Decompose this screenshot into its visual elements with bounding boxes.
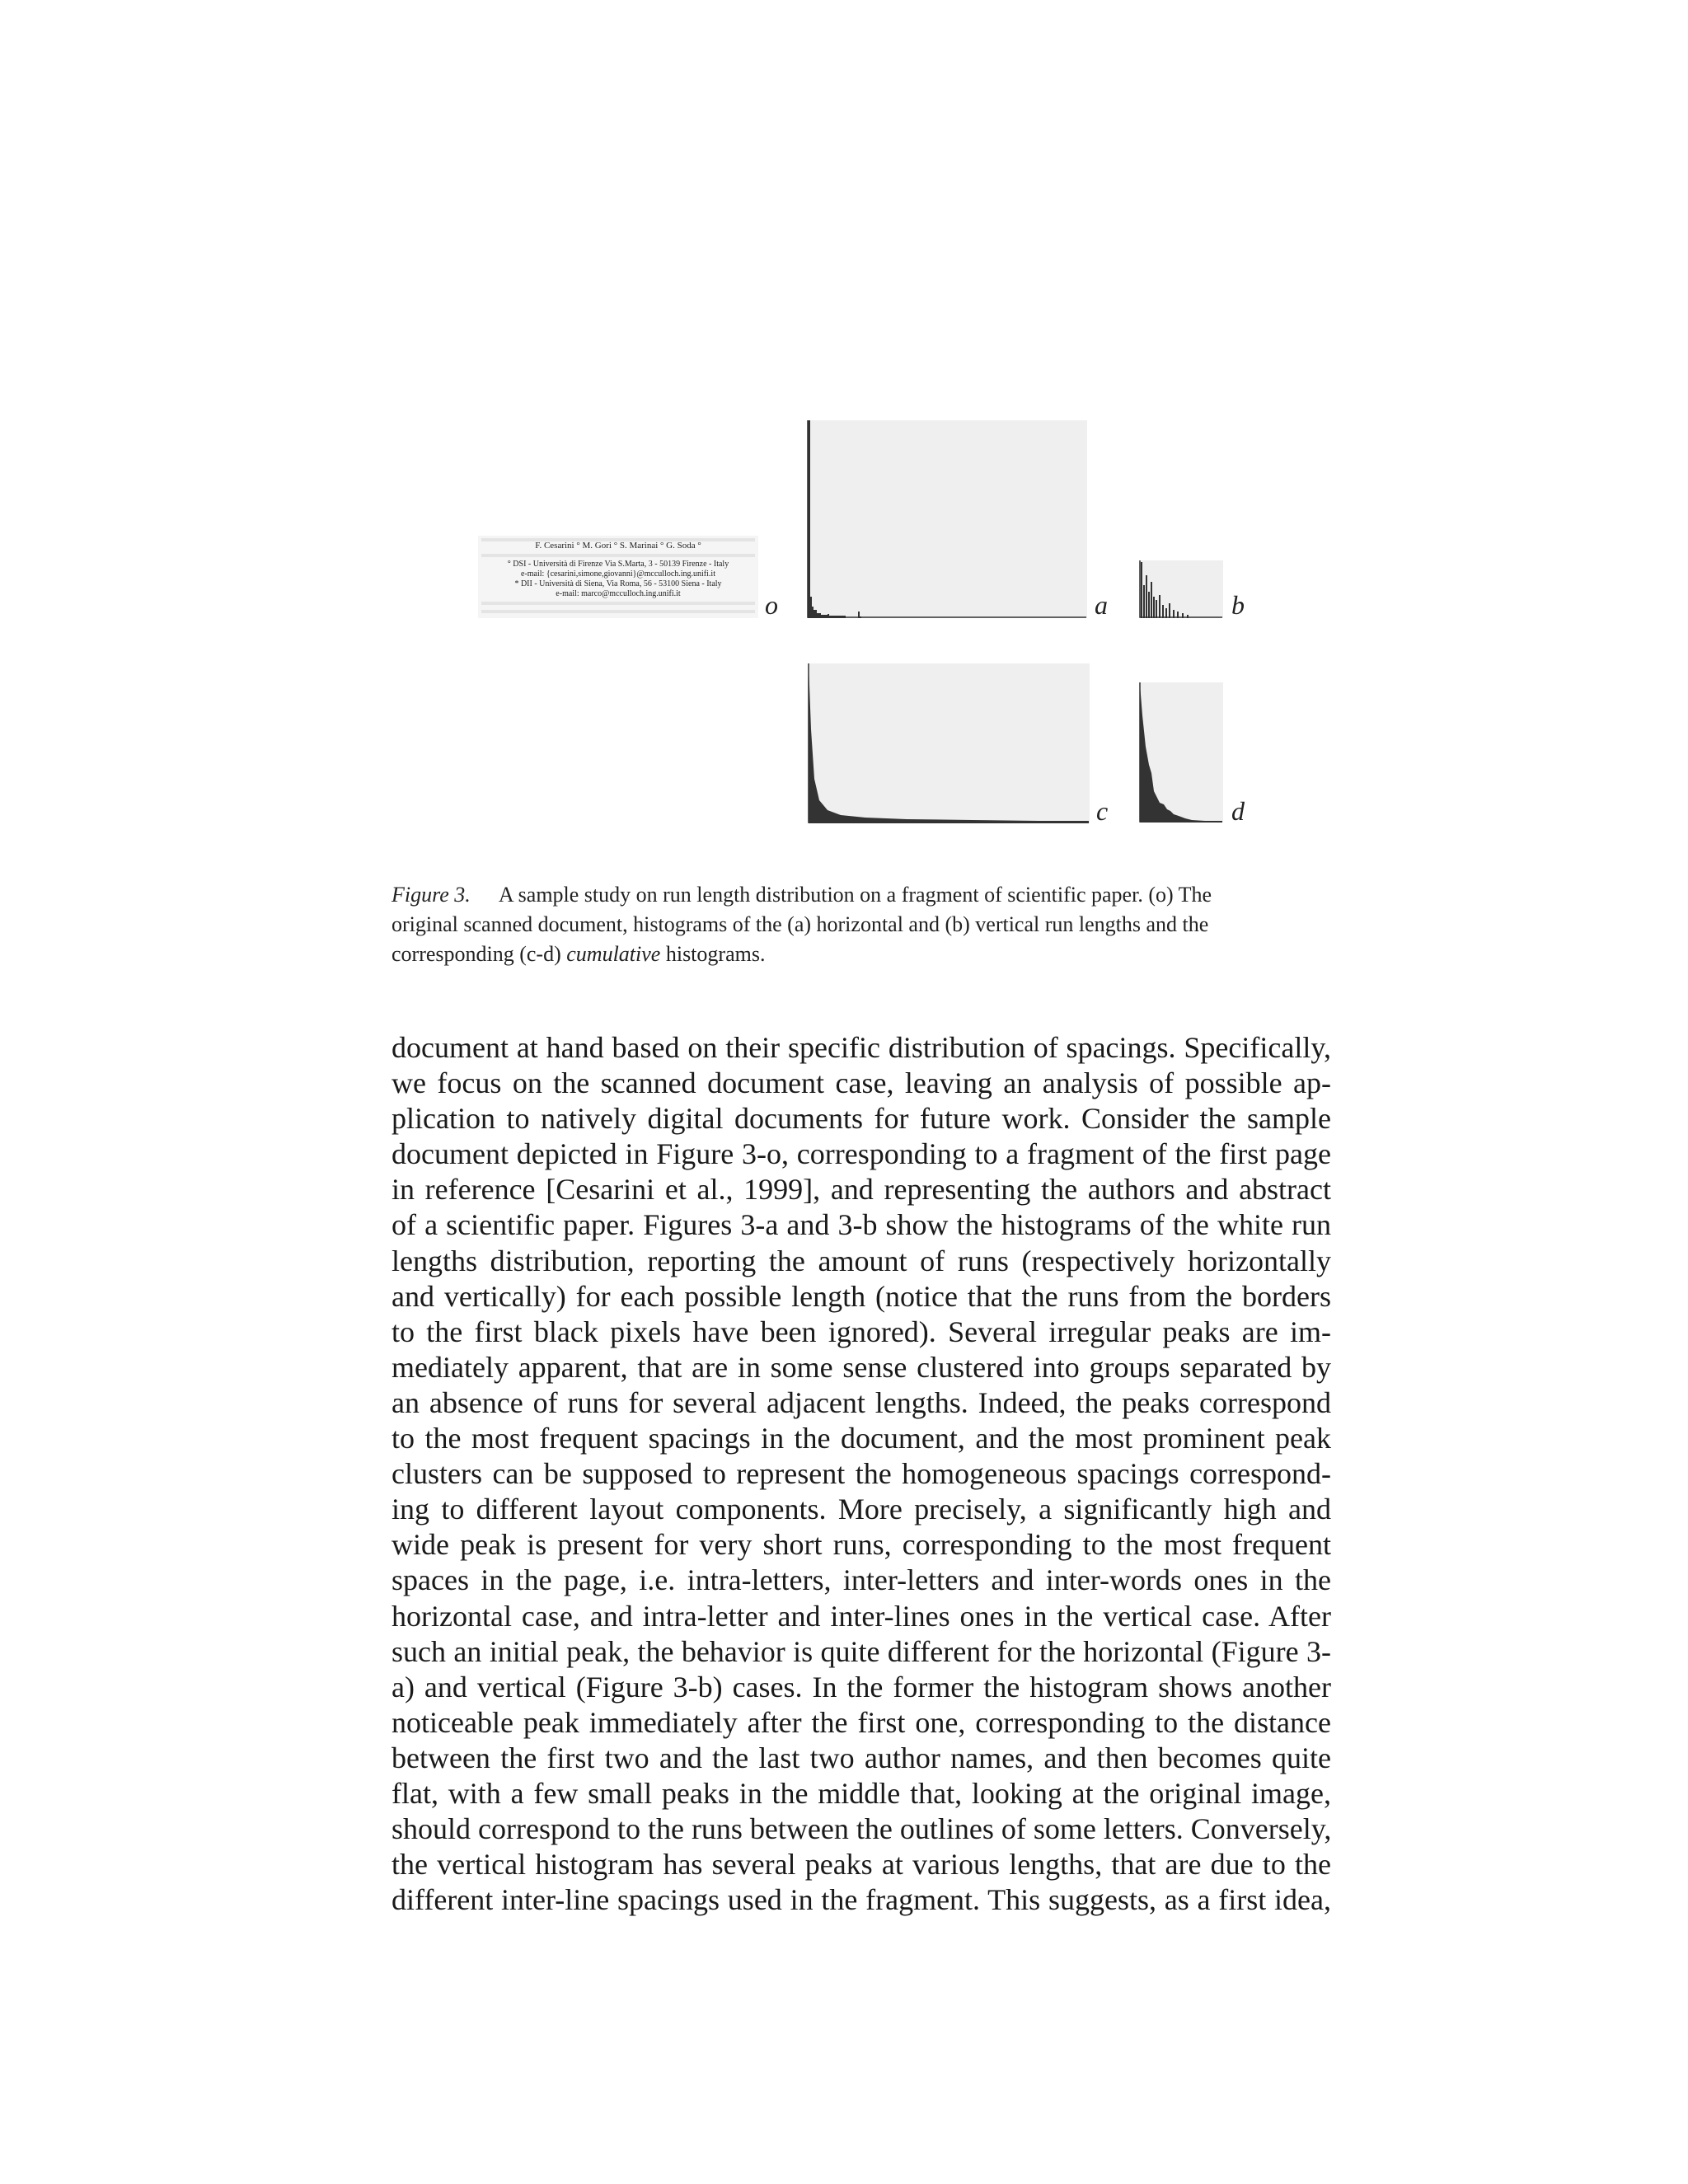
faded-text-line (481, 610, 755, 613)
faded-text-line (481, 554, 755, 557)
text-line: such an initial peak, the behavior is quite different for the horizontal (Figure 3- (392, 1634, 1331, 1668)
caption-text: corresponding (c-d) (392, 942, 567, 966)
caption-emphasis: cumulative (566, 942, 661, 966)
body-paragraph (392, 1030, 1331, 1918)
text-line: different inter-line spacings used in the fragment. This suggests, as a first idea, (392, 1883, 1331, 1917)
text-line: an absence of runs for several adjacent lengths. Indeed, the peaks correspond (392, 1385, 1331, 1419)
fragment-authors: F. Cesarini ° M. Gori ° S. Marinai ° G. Soda ° (535, 541, 701, 551)
histogram-bar (1162, 605, 1164, 618)
text-line: horizontal case, and intra-letter and inter-lines ones in the vertical case. After (392, 1599, 1331, 1633)
fragment-email-2: e-mail: marco@mcculloch.ing.unifi.it (556, 589, 681, 598)
text-line: of a scientific paper. Figures 3-a and 3-b show the histograms of the white run (392, 1208, 1331, 1242)
histogram-bar (812, 607, 814, 618)
caption-line (392, 880, 1331, 910)
caption-line: original scanned document, histograms of the (a) horizontal and (b) vertical run lengths and the (392, 912, 1209, 936)
histogram-bar (1159, 595, 1160, 618)
histogram-bar (1148, 592, 1150, 618)
text-line: clusters can be supposed to represent the homogeneous spacings correspond- (392, 1457, 1331, 1491)
histogram-bar (1143, 585, 1145, 618)
fragment-affiliation-2: * DII - Università di Siena, Via Roma, 56 - 53100 Siena - Italy (514, 579, 722, 588)
histogram-bar (810, 597, 812, 618)
histogram-bar (1151, 582, 1152, 618)
fragment-email-1: e-mail: {cesarini,simone,giovanni}@mcculloch.ing.unifi.it (521, 569, 715, 579)
panel-label-b: b (1231, 590, 1245, 620)
text-line: document depicted in Figure 3-o, corresponding to a fragment of the first page (392, 1137, 1331, 1171)
faded-text-line (481, 602, 755, 605)
text-line: to the most frequent spacings in the document, and the most prominent peak (392, 1422, 1331, 1455)
text-line: wide peak is present for very short runs, corresponding to the most frequent (392, 1528, 1331, 1562)
fragment-affiliation-1: ° DSI - Università di Firenze Via S.Marta, 3 - 50139 Firenze - Italy (507, 560, 729, 569)
figure-caption (392, 880, 1331, 969)
text-line: noticeable peak immediately after the first one, corresponding to the distance (392, 1705, 1331, 1739)
histogram-c-cumulative-horizontal (808, 663, 1090, 823)
histogram-b-vertical (1139, 560, 1223, 618)
text-line: plication to natively digital documents for future work. Consider the sample (392, 1102, 1331, 1136)
panel-label-a: a (1095, 590, 1108, 620)
histogram-bar (1141, 562, 1142, 618)
histogram-bar (1169, 603, 1170, 618)
histogram-bar (1146, 575, 1147, 618)
panel-label-o: o (765, 590, 778, 620)
text-line: in reference [Cesarini et al., 1999], and representing the authors and abstract (392, 1173, 1331, 1207)
plot-area (808, 663, 1090, 823)
figure-3 (0, 0, 1688, 907)
scanned-document-fragment (478, 536, 758, 618)
histogram-bar (1165, 608, 1167, 618)
text-line: to the first black pixels have been ignored). Several irregular peaks are im- (392, 1315, 1331, 1348)
caption-text: A sample study on run length distribution on a fragment of scientific paper. (o) The (498, 883, 1212, 907)
caption-line (392, 940, 1331, 969)
histogram-a-horizontal (807, 420, 1087, 618)
text-line: between the first two and the last two author names, and then becomes quite (392, 1741, 1331, 1774)
histogram-bar (1156, 600, 1157, 618)
text-line: document at hand based on their specific distribution of spacings. Specifically, (392, 1031, 1331, 1064)
text-line: mediately apparent, that are in some sense clustered into groups separated by (392, 1350, 1331, 1384)
panel-label-d: d (1231, 796, 1245, 826)
text-line: lengths distribution, reporting the amount of runs (respectively horizontally (392, 1244, 1331, 1277)
text-line: a) and vertical (Figure 3-b) cases. In the former the histogram shows another (392, 1670, 1331, 1704)
histogram-d-cumulative-vertical (1139, 682, 1223, 823)
text-line: should correspond to the runs between the outlines of some letters. Conversely, (392, 1812, 1332, 1846)
plot-area (807, 420, 1087, 618)
text-line: flat, with a few small peaks in the middle that, looking at the original image, (392, 1776, 1331, 1810)
text-line: we focus on the scanned document case, leaving an analysis of possible ap- (392, 1066, 1331, 1100)
text-line: ing to different layout components. More precisely, a significantly high and (392, 1493, 1331, 1526)
histogram-bar (1153, 597, 1155, 618)
text-line: the vertical histogram has several peaks at various lengths, that are due to the (392, 1848, 1331, 1882)
panel-label-c: c (1096, 796, 1109, 826)
caption-label: Figure 3. (392, 883, 471, 907)
text-line: and vertically) for each possible length (notice that the runs from the borders (392, 1279, 1331, 1313)
text-line: spaces in the page, i.e. intra-letters, inter-letters and inter-words ones in the (392, 1563, 1331, 1597)
caption-text: histograms. (660, 942, 766, 966)
